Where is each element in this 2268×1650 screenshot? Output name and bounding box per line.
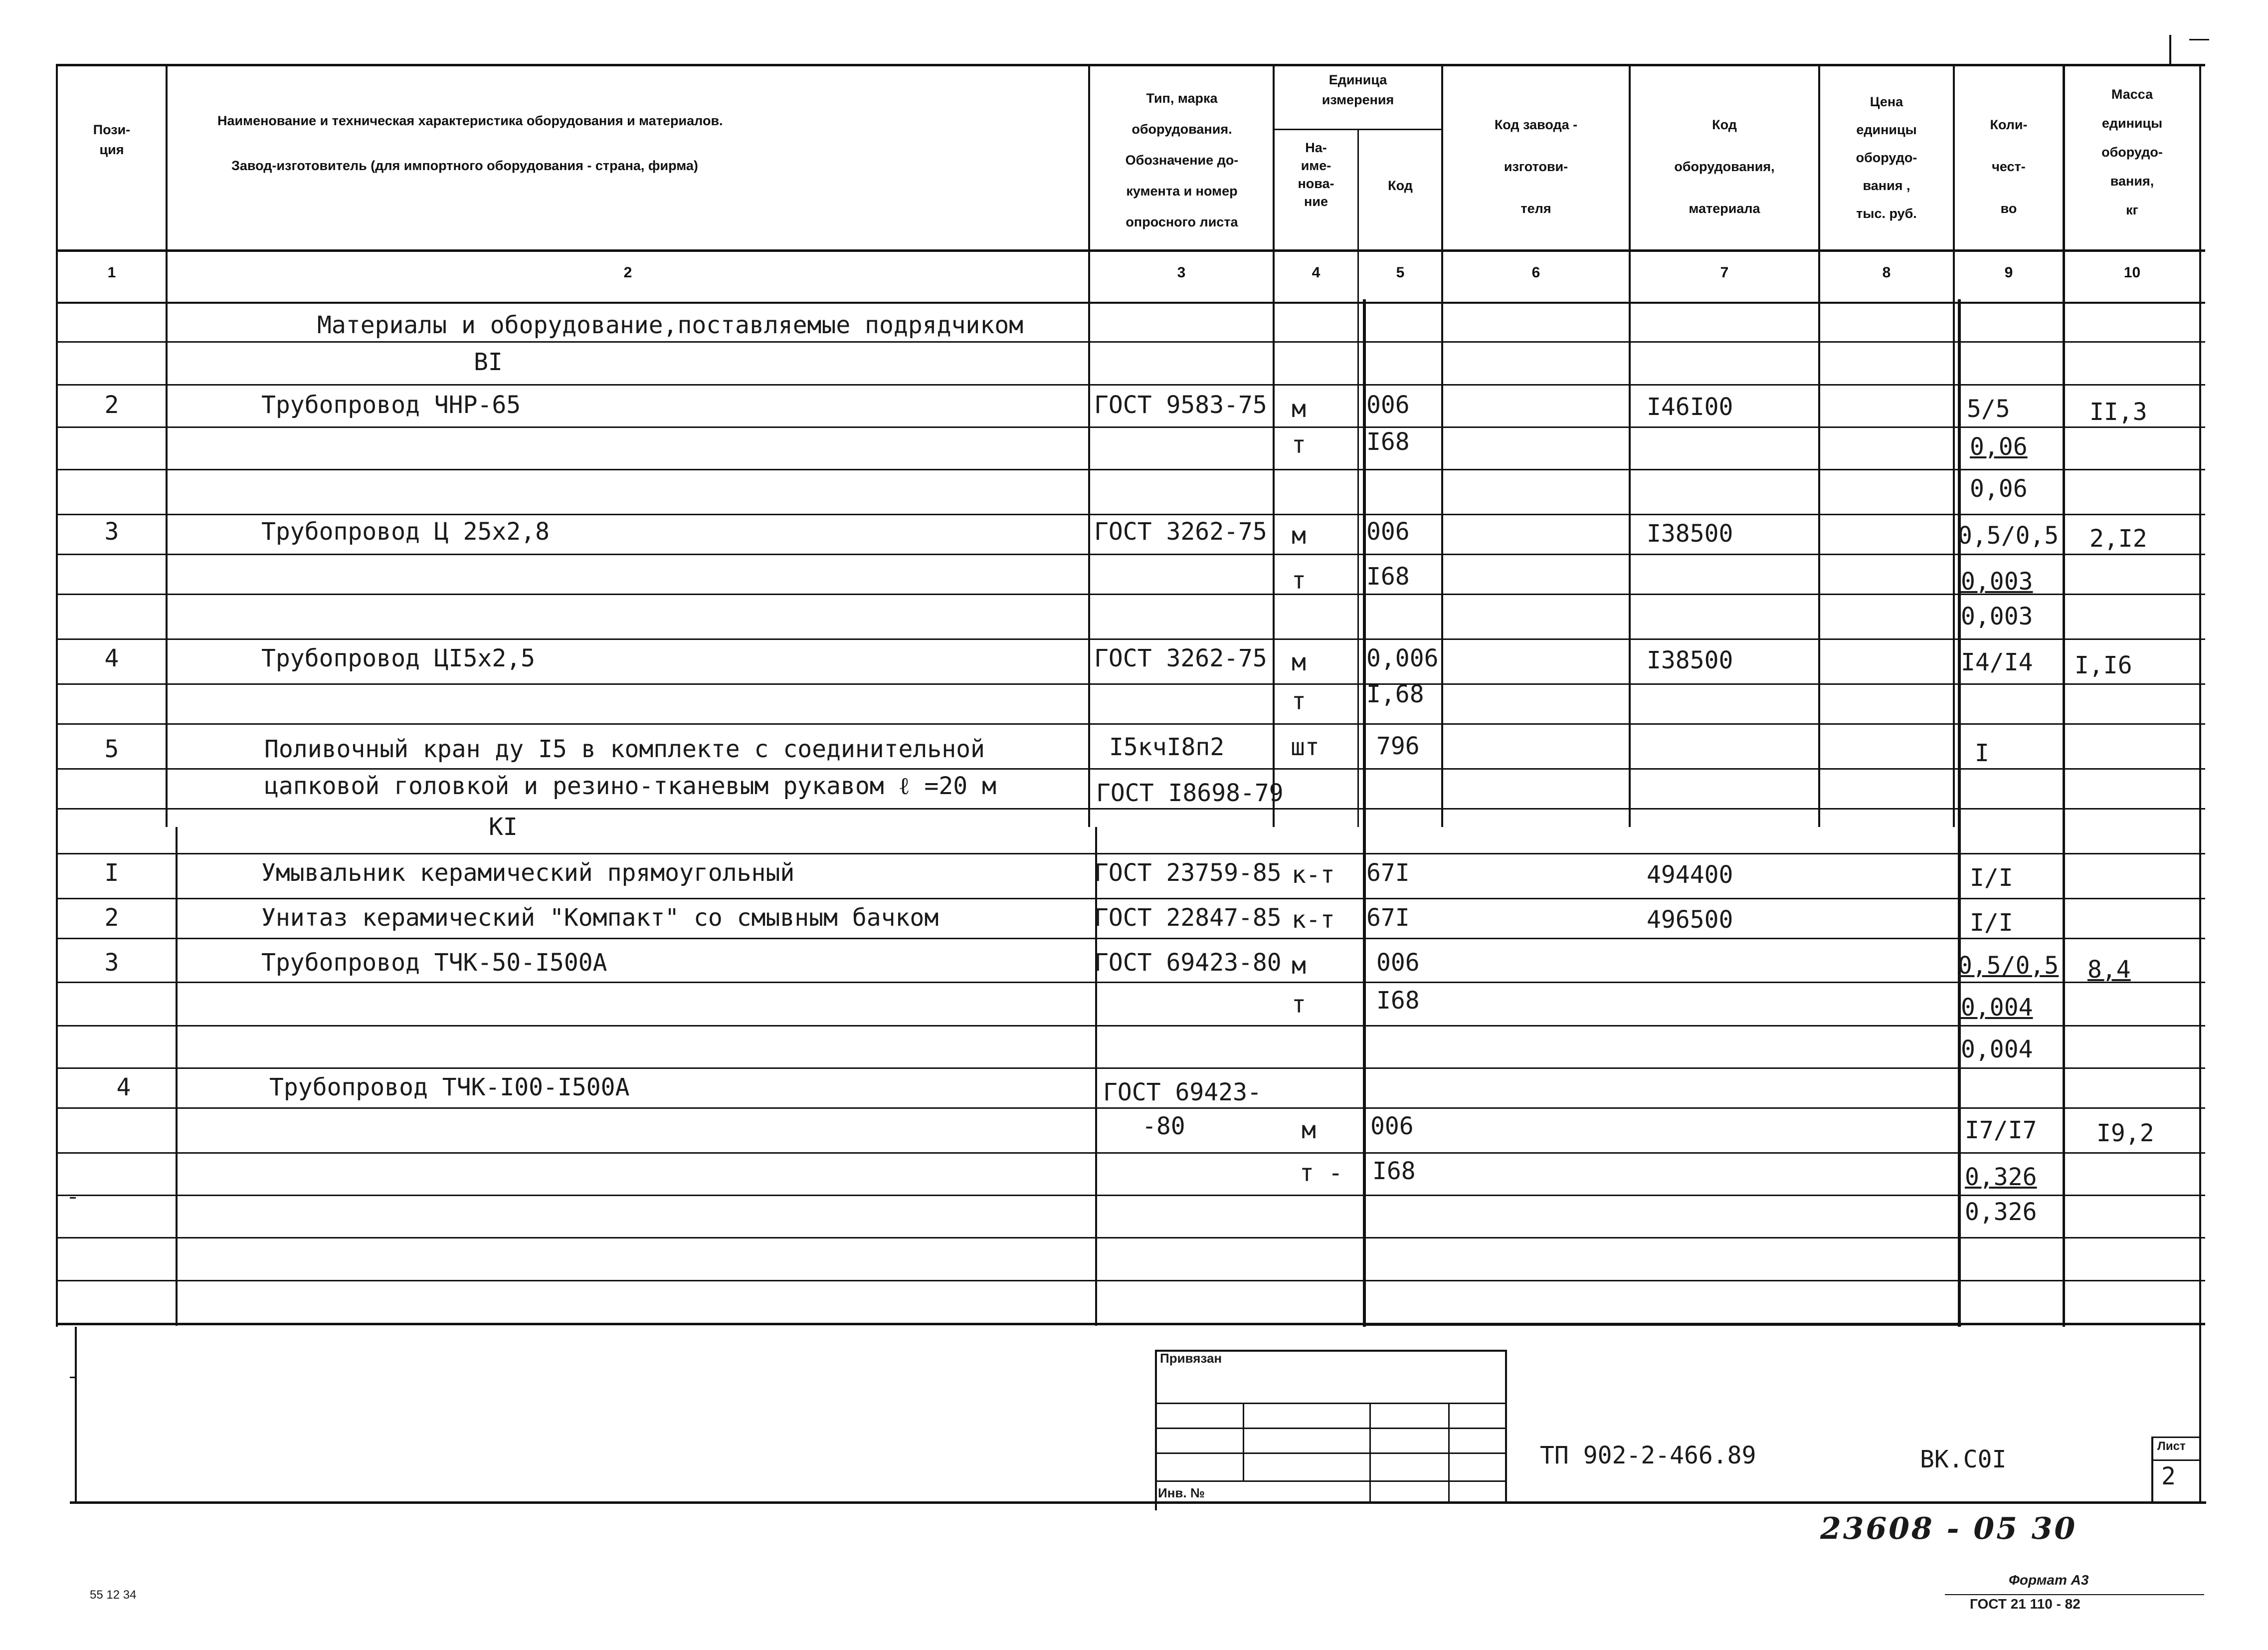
row-qty: 0,5/0,5 bbox=[1958, 522, 2059, 550]
row-position: 4 bbox=[104, 644, 119, 672]
col-number: 8 bbox=[1882, 264, 1891, 281]
col-number: 4 bbox=[1312, 264, 1321, 281]
row-mass: 8,4 bbox=[2087, 956, 2131, 984]
row-code: 006 bbox=[1376, 949, 1420, 977]
row-qty: 0,003 bbox=[1961, 568, 2033, 596]
col-number: 7 bbox=[1720, 264, 1729, 281]
row-code: I68 bbox=[1372, 1157, 1416, 1185]
row-qty: 0,06 bbox=[1970, 475, 2028, 503]
row-unit: т bbox=[1292, 991, 1306, 1019]
row-name: Умывальник керамический прямоугольный bbox=[261, 859, 795, 887]
row-position: I bbox=[104, 859, 119, 887]
row-qty: 0,06 bbox=[1970, 433, 2028, 461]
row-unit: шт bbox=[1291, 733, 1320, 761]
row-position: 2 bbox=[104, 904, 119, 932]
row-qty: 0,004 bbox=[1961, 994, 2033, 1022]
row-unit: т - bbox=[1300, 1159, 1343, 1187]
header-factory-code: Код завода - изготови- теля bbox=[1494, 117, 1578, 216]
row-unit: м bbox=[1292, 522, 1306, 550]
row-name: Трубопровод Ц 25х2,8 bbox=[261, 518, 550, 546]
row-type: ГОСТ 3262-75 bbox=[1094, 518, 1267, 546]
sheet-label: Лист bbox=[2157, 1440, 2186, 1453]
row-equip-code: 494400 bbox=[1647, 861, 1733, 889]
stamp-inv-no: Инв. № bbox=[1158, 1485, 1205, 1500]
header-equip-code: Код оборудования, материала bbox=[1674, 117, 1775, 216]
row-type: ГОСТ 23759-85 bbox=[1094, 859, 1282, 887]
row-unit: к-т bbox=[1292, 861, 1335, 889]
row-unit: т bbox=[1292, 431, 1306, 459]
row-type: ГОСТ 69423- bbox=[1103, 1078, 1262, 1106]
row-unit: т bbox=[1292, 687, 1306, 715]
row-equip-code: 496500 bbox=[1647, 906, 1733, 934]
row-code: I68 bbox=[1366, 563, 1410, 591]
header-price: Цена единицы оборудо- вания , тыс. руб. bbox=[1856, 94, 1917, 221]
row-name: Трубопровод ЧНР-65 bbox=[261, 391, 521, 419]
row-type: ГОСТ I8698-79 bbox=[1096, 779, 1284, 807]
left-code: 55 12 34 bbox=[90, 1588, 137, 1602]
row-unit: м bbox=[1292, 395, 1306, 423]
row-type: I5кчI8п2 bbox=[1109, 733, 1225, 761]
header-unit-name: На- име- нова- ние bbox=[1298, 140, 1334, 209]
section-label: ВI bbox=[474, 348, 503, 376]
stamp-privyazan: Привязан bbox=[1160, 1351, 1222, 1366]
header-name-line1: Наименование и техническая характеристика оборудования и материалов. bbox=[217, 113, 723, 128]
row-equip-code: I38500 bbox=[1647, 646, 1733, 674]
row-mass: II,3 bbox=[2089, 398, 2147, 426]
row-equip-code: I46I00 bbox=[1647, 393, 1733, 421]
section-title: Материалы и оборудование,поставляемые подрядчиком bbox=[317, 311, 1024, 339]
header-unit-group: Единица измерения bbox=[1322, 72, 1394, 107]
col-number: 6 bbox=[1531, 264, 1540, 281]
header-qty: Коли- чест- во bbox=[1990, 117, 2028, 216]
doc-mark: ВК.С0I bbox=[1920, 1445, 2007, 1473]
header-position: Пози- ция bbox=[93, 122, 131, 157]
row-unit: м bbox=[1292, 648, 1306, 676]
handwritten-number: 23608 - 05 30 bbox=[1820, 1511, 2078, 1546]
row-qty: 0,004 bbox=[1961, 1035, 2033, 1063]
header-type: Тип, марка оборудования. Обозначение до- кумента и номер опросного листа bbox=[1125, 91, 1239, 229]
row-code: 006 bbox=[1370, 1112, 1414, 1140]
col-number: 10 bbox=[2123, 264, 2141, 281]
row-position: 3 bbox=[104, 949, 119, 977]
row-position: 3 bbox=[104, 518, 119, 546]
row-equip-code: I38500 bbox=[1647, 520, 1733, 548]
row-qty: 0,003 bbox=[1961, 603, 2033, 630]
row-code: 006 bbox=[1366, 518, 1410, 546]
row-qty: I7/I7 bbox=[1965, 1116, 2037, 1144]
row-type: ГОСТ 22847-85 bbox=[1094, 904, 1282, 932]
row-unit: к-т bbox=[1292, 906, 1335, 934]
header-name-line2: Завод-изготовитель (для импортного оборудования - страна, фирма) bbox=[231, 158, 698, 173]
row-name: Трубопровод ТЧК-I00-I500А bbox=[269, 1073, 630, 1101]
row-code: 67I bbox=[1366, 904, 1410, 932]
row-code: 67I bbox=[1366, 859, 1410, 887]
row-type: ГОСТ 69423-80 bbox=[1094, 949, 1282, 977]
row-qty: I/I bbox=[1970, 864, 2013, 892]
row-qty: 0,326 bbox=[1965, 1198, 2037, 1226]
header-unit-code: Код bbox=[1388, 178, 1413, 193]
gost-label: ГОСТ 21 110 - 82 bbox=[1970, 1596, 2080, 1612]
row-name: Трубопровод ЦI5х2,5 bbox=[261, 644, 536, 672]
row-position: 4 bbox=[116, 1073, 131, 1101]
row-position: 2 bbox=[104, 391, 119, 419]
row-qty: 0,326 bbox=[1965, 1163, 2037, 1191]
doc-code: ТП 902-2-466.89 bbox=[1540, 1442, 1756, 1469]
col-number: 5 bbox=[1396, 264, 1405, 281]
row-type: ГОСТ 3262-75 bbox=[1094, 644, 1267, 672]
row-code: 0,006 bbox=[1366, 644, 1439, 672]
row-mass: I9,2 bbox=[2096, 1119, 2154, 1147]
row-code: I68 bbox=[1376, 987, 1420, 1015]
row-position: 5 bbox=[104, 735, 119, 763]
section-label: КI bbox=[489, 813, 518, 841]
row-name: Трубопровод ТЧК-50-I500А bbox=[261, 949, 607, 977]
row-mass: 2,I2 bbox=[2089, 525, 2147, 553]
row-code: I68 bbox=[1366, 428, 1410, 456]
format-label: Формат А3 bbox=[2009, 1572, 2089, 1588]
col-number: 1 bbox=[107, 264, 116, 281]
row-code: I,68 bbox=[1366, 680, 1424, 708]
row-name: Унитаз керамический "Компакт" со смывным бачком bbox=[261, 904, 939, 932]
row-code: 796 bbox=[1376, 732, 1420, 760]
row-type: -80 bbox=[1142, 1112, 1185, 1140]
row-name: цапковой головкой и резино-тканевым рукавом ℓ =20 м bbox=[264, 772, 996, 800]
row-mass: I,I6 bbox=[2075, 651, 2132, 679]
col-number: 3 bbox=[1177, 264, 1186, 281]
row-qty: 0,5/0,5 bbox=[1958, 952, 2059, 980]
row-name: Поливочный кран ду I5 в комплекте с соединительной bbox=[264, 735, 985, 763]
col-number: 9 bbox=[2004, 264, 2013, 281]
row-qty: I bbox=[1975, 739, 1989, 767]
row-unit: м bbox=[1292, 952, 1306, 980]
col-number: 2 bbox=[623, 264, 632, 281]
row-unit: м bbox=[1302, 1116, 1316, 1144]
row-qty: I4/I4 bbox=[1961, 648, 2033, 676]
row-type: ГОСТ 9583-75 bbox=[1094, 391, 1267, 419]
header-mass: Масса единицы оборудо- вания, кг bbox=[2101, 87, 2163, 217]
sheet-number: 2 bbox=[2161, 1462, 2176, 1490]
row-code: 006 bbox=[1366, 391, 1410, 419]
row-unit: т bbox=[1292, 567, 1306, 595]
row-qty: 5/5 bbox=[1967, 395, 2010, 423]
row-qty: I/I bbox=[1970, 909, 2013, 937]
